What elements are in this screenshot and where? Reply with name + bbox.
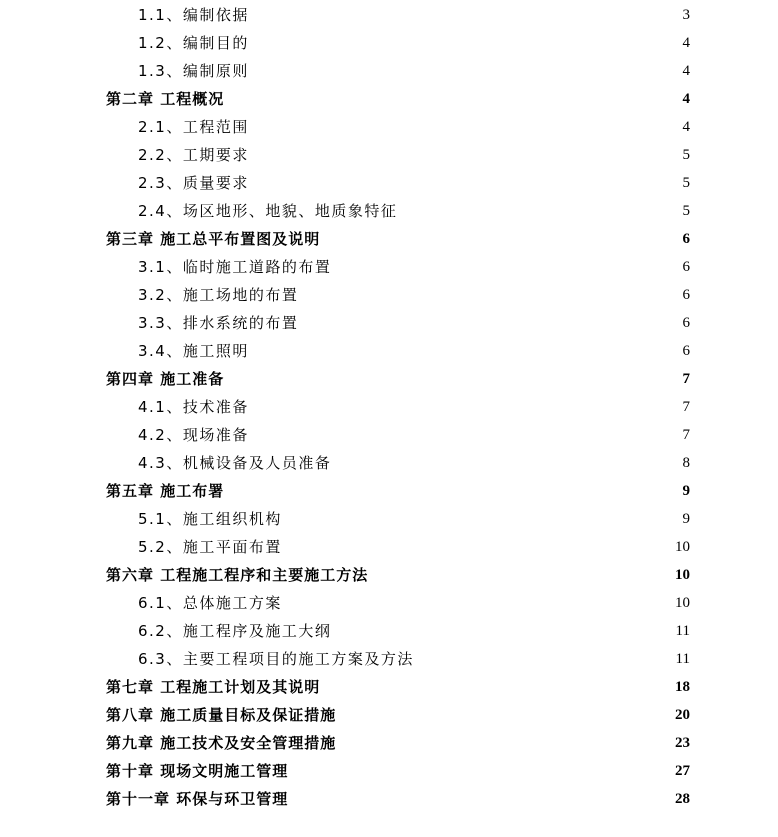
toc-section-entry[interactable] (0, 393, 778, 421)
toc-entry-page-number: 6 (682, 315, 690, 331)
toc-entry-title: 3.1、临时施工道路的布置 (138, 258, 332, 276)
toc-entry-page-number: 4 (682, 35, 690, 51)
toc-entry-page-number: 6 (682, 343, 690, 359)
toc-entry-page-number: 4 (682, 119, 690, 135)
toc-section-entry[interactable] (0, 29, 778, 57)
toc-chapter-entry[interactable] (0, 365, 778, 393)
toc-chapter-entry[interactable] (0, 757, 778, 785)
toc-entry-title: 2.1、工程范围 (138, 118, 249, 136)
toc-entry-page-number: 10 (675, 567, 690, 583)
toc-entry-page-number: 5 (682, 203, 690, 219)
toc-entry-page-number: 6 (682, 287, 690, 303)
toc-section-entry[interactable] (0, 337, 778, 365)
toc-chapter-entry[interactable] (0, 561, 778, 589)
toc-entry-page-number: 7 (682, 371, 690, 387)
toc-entry-page-number: 9 (682, 511, 690, 527)
toc-entry-page-number: 23 (675, 735, 690, 751)
toc-entry-page-number: 4 (682, 91, 690, 107)
toc-section-entry[interactable] (0, 309, 778, 337)
toc-entry-title: 第四章 施工准备 (106, 370, 225, 388)
toc-entry-title: 5.2、施工平面布置 (138, 538, 282, 556)
toc-section-entry[interactable] (0, 645, 778, 673)
toc-entry-title: 6.1、总体施工方案 (138, 594, 282, 612)
toc-entry-title: 5.1、施工组织机构 (138, 510, 282, 528)
toc-entry-page-number: 7 (682, 427, 690, 443)
toc-chapter-entry[interactable] (0, 673, 778, 701)
toc-section-entry[interactable] (0, 1, 778, 29)
toc-chapter-entry[interactable] (0, 85, 778, 113)
toc-entry-page-number: 3 (682, 7, 690, 23)
toc-entry-page-number: 8 (682, 455, 690, 471)
toc-section-entry[interactable] (0, 617, 778, 645)
toc-entry-title: 2.3、质量要求 (138, 174, 249, 192)
toc-entry-page-number: 11 (675, 623, 690, 639)
toc-entry-title: 第九章 施工技术及安全管理措施 (106, 734, 337, 752)
toc-section-entry[interactable] (0, 57, 778, 85)
toc-entry-title: 第五章 施工布署 (106, 482, 225, 500)
toc-entry-page-number: 9 (682, 483, 690, 499)
toc-section-entry[interactable] (0, 533, 778, 561)
toc-entry-page-number: 27 (675, 763, 690, 779)
toc-entry-page-number: 20 (675, 707, 690, 723)
toc-section-entry[interactable] (0, 141, 778, 169)
toc-entry-title: 4.2、现场准备 (138, 426, 249, 444)
toc-entry-title: 第十一章 环保与环卫管理 (106, 790, 289, 808)
toc-entry-page-number: 18 (675, 679, 690, 695)
toc-entry-title: 第六章 工程施工程序和主要施工方法 (106, 566, 369, 584)
toc-entry-title: 6.3、主要工程项目的施工方案及方法 (138, 650, 414, 668)
toc-entry-title: 4.3、机械设备及人员准备 (138, 454, 332, 472)
toc-entry-page-number: 4 (682, 63, 690, 79)
toc-chapter-entry[interactable] (0, 729, 778, 757)
toc-entry-title: 第二章 工程概况 (106, 90, 225, 108)
toc-chapter-entry[interactable] (0, 701, 778, 729)
toc-entry-title: 3.4、施工照明 (138, 342, 249, 360)
toc-entry-title: 3.3、排水系统的布置 (138, 314, 299, 332)
toc-entry-title: 第八章 施工质量目标及保证措施 (106, 706, 337, 724)
toc-entry-title: 3.2、施工场地的布置 (138, 286, 299, 304)
toc-chapter-entry[interactable] (0, 225, 778, 253)
toc-section-entry[interactable] (0, 281, 778, 309)
toc-entry-title: 1.2、编制目的 (138, 34, 249, 52)
toc-entry-title: 1.3、编制原则 (138, 62, 249, 80)
toc-entry-page-number: 5 (682, 175, 690, 191)
toc-entry-page-number: 7 (682, 399, 690, 415)
toc-entry-page-number: 5 (682, 147, 690, 163)
toc-section-entry[interactable] (0, 197, 778, 225)
toc-entry-title: 第三章 施工总平布置图及说明 (106, 230, 321, 248)
toc-section-entry[interactable] (0, 253, 778, 281)
toc-entry-page-number: 11 (675, 651, 690, 667)
toc-entry-page-number: 28 (675, 791, 690, 807)
toc-section-entry[interactable] (0, 113, 778, 141)
toc-entry-title: 6.2、施工程序及施工大纲 (138, 622, 332, 640)
toc-entry-title: 第十章 现场文明施工管理 (106, 762, 289, 780)
toc-entry-page-number: 10 (675, 539, 690, 555)
toc-entry-page-number: 6 (682, 259, 690, 275)
toc-chapter-entry[interactable] (0, 785, 778, 813)
toc-chapter-entry[interactable] (0, 477, 778, 505)
toc-entry-title: 第七章 工程施工计划及其说明 (106, 678, 321, 696)
toc-entry-title: 2.2、工期要求 (138, 146, 249, 164)
toc-entry-title: 1.1、编制依据 (138, 6, 249, 24)
toc-section-entry[interactable] (0, 589, 778, 617)
toc-entry-page-number: 6 (682, 231, 690, 247)
toc-entry-title: 2.4、场区地形、地貌、地质象特征 (138, 202, 398, 220)
toc-entry-page-number: 10 (675, 595, 690, 611)
toc-entry-title: 4.1、技术准备 (138, 398, 249, 416)
toc-section-entry[interactable] (0, 449, 778, 477)
toc-section-entry[interactable] (0, 169, 778, 197)
toc-section-entry[interactable] (0, 505, 778, 533)
toc-section-entry[interactable] (0, 421, 778, 449)
